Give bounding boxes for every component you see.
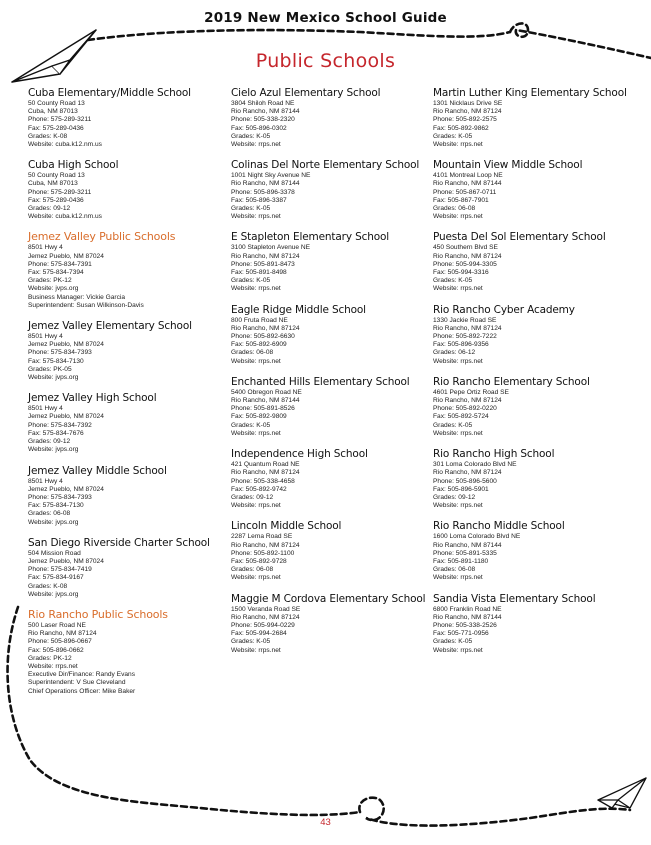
school-name: Jemez Valley Middle School — [28, 464, 167, 477]
school-detail-line: Grades: K-05 — [433, 421, 473, 429]
school-detail-line: Phone: 575-834-7391 — [28, 260, 92, 268]
school-detail-line: Phone: 505-891-8473 — [231, 260, 295, 268]
school-detail-line: Rio Rancho, NM 87124 — [433, 108, 502, 116]
school-detail-line: Rio Rancho, NM 87144 — [433, 613, 502, 621]
school-detail-line: Fax: 505-896-3387 — [231, 196, 287, 204]
school-detail-line: Website: jvps.org — [28, 590, 79, 598]
school-detail-line: Rio Rancho, NM 87144 — [231, 180, 300, 188]
school-detail-line: 5400 Obregon Road NE — [231, 388, 302, 396]
guide-title: 2019 New Mexico School Guide — [204, 10, 447, 26]
school-detail-line: Grades: 06-08 — [28, 510, 71, 518]
school-detail-line: 3100 Stapleton Avenue NE — [231, 244, 311, 252]
school-detail-line: 6800 Franklin Road NE — [433, 605, 502, 613]
school-detail-line: 421 Quantum Road NE — [231, 461, 300, 469]
school-entry — [231, 448, 427, 510]
school-detail-line: Jemez Pueblo, NM 87024 — [28, 252, 104, 260]
school-detail-line: Cuba, NM 87013 — [28, 108, 78, 116]
school-detail-line: Phone: 505-892-0220 — [433, 405, 497, 413]
school-detail-line: Rio Rancho, NM 87124 — [231, 469, 300, 477]
school-name: Eagle Ridge Middle School — [231, 303, 366, 316]
school-name: Independence High School — [231, 448, 368, 461]
page-number: 43 — [320, 817, 331, 828]
school-entry — [433, 159, 643, 221]
school-entry — [28, 159, 224, 221]
school-detail-line: 4601 Pepe Ortiz Road SE — [433, 388, 509, 396]
school-name: E Stapleton Elementary School — [231, 231, 390, 244]
school-detail-line: Website: rrps.net — [231, 429, 281, 437]
school-detail-line: Grades: K-08 — [28, 582, 68, 590]
school-detail-line: Grades: PK-12 — [28, 277, 72, 285]
school-column-3 — [433, 87, 643, 665]
school-detail-line: Phone: 505-891-5335 — [433, 549, 497, 557]
school-detail-line: Fax: 575-834-7676 — [28, 429, 84, 437]
school-name: Jemez Valley Elementary School — [28, 320, 192, 333]
school-detail-line: Fax: 575-289-0436 — [28, 196, 84, 204]
district-name: Rio Rancho Public Schools — [28, 607, 168, 621]
school-detail-line: Phone: 505-896-0667 — [28, 638, 92, 646]
school-detail-line: Rio Rancho, NM 87124 — [433, 252, 502, 260]
school-detail-line: Fax: 575-834-9167 — [28, 574, 84, 582]
school-entry — [231, 87, 427, 149]
school-detail-line: Website: rrps.net — [433, 429, 483, 437]
school-detail-line: Fax: 505-994-3316 — [433, 269, 489, 277]
school-detail-line: Executive Dir/Finance: Randy Evans — [28, 671, 136, 679]
school-entry — [433, 231, 643, 293]
school-entry — [28, 87, 224, 149]
school-detail-line: Rio Rancho, NM 87144 — [433, 541, 502, 549]
school-name: Rio Rancho Cyber Academy — [433, 303, 575, 316]
school-detail-line: Grades: 06-08 — [433, 205, 476, 213]
school-detail-line: Grades: 06-08 — [231, 566, 274, 574]
school-detail-line: Phone: 575-289-3211 — [28, 116, 92, 124]
school-detail-line: Grades: K-05 — [433, 132, 473, 140]
school-detail-line: Phone: 505-892-1100 — [231, 549, 295, 557]
school-detail-line: Phone: 505-896-5600 — [433, 477, 497, 485]
school-entry — [433, 87, 643, 149]
school-detail-line: Jemez Pueblo, NM 87024 — [28, 341, 104, 349]
school-detail-line: Phone: 505-338-4658 — [231, 477, 295, 485]
school-detail-line: 2287 Lema Road SE — [231, 533, 293, 541]
school-detail-line: 301 Loma Colorado Blvd NE — [433, 461, 517, 469]
school-detail-line: Jemez Pueblo, NM 87024 — [28, 557, 104, 565]
school-detail-line: Jemez Pueblo, NM 87024 — [28, 413, 104, 421]
school-name: Cuba High School — [28, 159, 119, 172]
school-detail-line: Website: rrps.net — [433, 502, 483, 510]
school-detail-line: 8501 Hwy 4 — [28, 477, 63, 485]
school-detail-line: Website: rrps.net — [231, 357, 281, 365]
school-detail-line: Website: rrps.net — [231, 141, 281, 149]
school-detail-line: Rio Rancho, NM 87124 — [28, 630, 97, 638]
school-detail-line: Fax: 505-994-2684 — [231, 630, 287, 638]
school-detail-line: Website: jvps.org — [28, 518, 79, 526]
school-detail-line: Website: cuba.k12.nm.us — [28, 141, 102, 149]
school-detail-line: Grades: 06-08 — [231, 349, 274, 357]
school-detail-line: 50 County Road 13 — [28, 100, 85, 107]
school-detail-line: Grades: PK-12 — [28, 654, 72, 662]
school-detail-line: Rio Rancho, NM 87124 — [231, 613, 300, 621]
school-entry — [231, 376, 427, 438]
school-detail-line: Fax: 575-834-7130 — [28, 502, 84, 510]
school-detail-line: Rio Rancho, NM 87144 — [433, 180, 502, 188]
school-detail-line: 8501 Hwy 4 — [28, 405, 63, 413]
school-detail-line: Grades: 09-12 — [231, 493, 274, 501]
school-detail-line: Rio Rancho, NM 87144 — [231, 108, 300, 116]
school-detail-line: 1600 Loma Colorado Blvd NE — [433, 533, 521, 541]
school-detail-line: Cuba, NM 87013 — [28, 180, 78, 188]
section-title: Public Schools — [255, 50, 396, 72]
school-detail-line: 3804 Shiloh Road NE — [231, 100, 295, 107]
school-detail-line: Fax: 505-867-7901 — [433, 196, 489, 204]
school-name: Rio Rancho Elementary School — [433, 375, 590, 388]
school-detail-line: Grades: K-05 — [433, 277, 473, 285]
school-detail-line: 504 Mission Road — [28, 549, 81, 557]
school-entry — [231, 520, 427, 582]
school-detail-line: Chief Operations Officer: Mike Baker — [28, 687, 136, 695]
district-entry — [28, 609, 224, 696]
school-detail-line: 450 Southern Blvd SE — [433, 244, 498, 252]
school-column-1 — [28, 87, 224, 706]
school-detail-line: Fax: 575-834-7130 — [28, 357, 84, 365]
school-entry — [231, 593, 427, 655]
school-detail-line: Website: rrps.net — [433, 213, 483, 221]
school-name: Colinas Del Norte Elementary School — [231, 159, 420, 172]
school-detail-line: Fax: 505-771-0956 — [433, 630, 489, 638]
school-name: Lincoln Middle School — [231, 520, 342, 533]
school-detail-line: Phone: 575-289-3211 — [28, 188, 92, 196]
district-entry — [28, 231, 224, 310]
school-detail-line: Phone: 575-834-7392 — [28, 421, 92, 429]
school-entry — [231, 159, 427, 221]
school-detail-line: Phone: 505-892-6630 — [231, 333, 295, 341]
school-detail-line: Fax: 575-289-0436 — [28, 124, 84, 132]
school-detail-line: 800 Fruta Road NE — [231, 316, 288, 324]
school-detail-line: Fax: 505-896-9356 — [433, 341, 489, 349]
school-detail-line: Phone: 505-892-2575 — [433, 116, 497, 124]
school-detail-line: Fax: 575-834-7394 — [28, 269, 84, 277]
school-entry — [28, 392, 224, 454]
school-detail-line: Fax: 505-896-0302 — [231, 124, 287, 132]
school-detail-line: Website: rrps.net — [231, 646, 281, 654]
school-detail-line: Phone: 575-834-7393 — [28, 349, 92, 357]
school-entry — [433, 593, 643, 655]
school-detail-line: Jemez Pueblo, NM 87024 — [28, 485, 104, 493]
school-name: Mountain View Middle School — [433, 159, 583, 172]
school-entry — [28, 320, 224, 382]
school-detail-line: Phone: 505-896-3378 — [231, 188, 295, 196]
school-detail-line: Grades: K-05 — [231, 132, 271, 140]
school-detail-line: Website: rrps.net — [433, 646, 483, 654]
school-detail-line: Phone: 505-994-3305 — [433, 260, 497, 268]
school-detail-line: Grades: PK-05 — [28, 365, 72, 373]
school-detail-line: Website: rrps.net — [433, 285, 483, 293]
school-detail-line: Grades: K-08 — [28, 132, 68, 140]
school-name: Puesta Del Sol Elementary School — [433, 231, 606, 244]
school-detail-line: 8501 Hwy 4 — [28, 333, 63, 341]
school-name: Martin Luther King Elementary School — [433, 87, 627, 99]
school-detail-line: Rio Rancho, NM 87144 — [231, 397, 300, 405]
school-detail-line: Grades: K-05 — [231, 638, 271, 646]
school-detail-line: Superintendent: V Sue Cleveland — [28, 679, 126, 687]
school-detail-line: Website: rrps.net — [231, 574, 281, 582]
school-entry — [433, 448, 643, 510]
school-detail-line: Phone: 505-338-2526 — [433, 621, 497, 629]
school-detail-line: Rio Rancho, NM 87124 — [231, 252, 300, 260]
school-detail-line: 1330 Jackie Road SE — [433, 316, 497, 324]
school-name: Rio Rancho High School — [433, 448, 555, 461]
school-detail-line: Phone: 505-338-2320 — [231, 116, 295, 124]
school-detail-line: Superintendent: Susan Wilkinson-Davis — [28, 301, 144, 309]
school-detail-line: 8501 Hwy 4 — [28, 244, 63, 252]
school-detail-line: 1500 Veranda Road SE — [231, 605, 301, 613]
school-detail-line: 1301 Nicklaus Drive SE — [433, 100, 503, 107]
school-entry — [433, 520, 643, 582]
school-detail-line: Fax: 505-891-8498 — [231, 269, 287, 277]
school-column-2 — [231, 87, 427, 665]
school-entry — [28, 537, 224, 599]
school-name: Cielo Azul Elementary School — [231, 87, 381, 99]
school-detail-line: Website: jvps.org — [28, 374, 79, 382]
school-detail-line: Grades: K-05 — [231, 205, 271, 213]
top-dashed-path — [88, 30, 510, 40]
school-detail-line: Website: cuba.k12.nm.us — [28, 213, 102, 221]
school-detail-line: Fax: 505-891-1180 — [433, 557, 489, 565]
school-detail-line: Rio Rancho, NM 87124 — [433, 469, 502, 477]
school-detail-line: 4101 Montreal Loop NE — [433, 172, 503, 180]
school-name: Maggie M Cordova Elementary School — [231, 592, 426, 605]
school-detail-line: Rio Rancho, NM 87124 — [433, 397, 502, 405]
school-detail-line: Fax: 505-896-0662 — [28, 646, 84, 654]
school-entry — [231, 304, 427, 366]
school-detail-line: Fax: 505-892-9742 — [231, 485, 287, 493]
school-detail-line: Website: rrps.net — [231, 502, 281, 510]
school-detail-line: Fax: 505-892-6909 — [231, 341, 287, 349]
school-detail-line: 50 County Road 13 — [28, 172, 85, 180]
school-detail-line: Phone: 505-867-0711 — [433, 188, 497, 196]
school-name: San Diego Riverside Charter School — [28, 536, 210, 549]
school-detail-line: Grades: K-05 — [433, 638, 473, 646]
school-detail-line: Fax: 505-896-5901 — [433, 485, 489, 493]
school-detail-line: Phone: 575-834-7419 — [28, 566, 92, 574]
school-entry — [433, 376, 643, 438]
school-detail-line: Grades: K-05 — [231, 421, 271, 429]
school-detail-line: 1001 Night Sky Avenue NE — [231, 172, 311, 180]
school-detail-line: Grades: 06-08 — [433, 566, 476, 574]
school-detail-line: Phone: 505-994-0229 — [231, 621, 295, 629]
school-detail-line: Website: jvps.org — [28, 446, 79, 454]
school-detail-line: Phone: 505-892-7222 — [433, 333, 497, 341]
school-detail-line: Fax: 505-892-9862 — [433, 124, 489, 132]
school-detail-line: Website: jvps.org — [28, 285, 79, 293]
school-detail-line: Grades: 09-12 — [433, 493, 476, 501]
school-detail-line: Grades: 09-12 — [28, 205, 71, 213]
school-entry — [28, 465, 224, 527]
school-detail-line: Grades: 09-12 — [28, 438, 71, 446]
school-detail-line: Website: rrps.net — [433, 357, 483, 365]
school-detail-line: Website: rrps.net — [231, 213, 281, 221]
school-detail-line: Website: rrps.net — [231, 285, 281, 293]
school-detail-line: Grades: 06-12 — [433, 349, 476, 357]
school-detail-line: Phone: 575-834-7393 — [28, 493, 92, 501]
school-detail-line: Fax: 505-892-9809 — [231, 413, 287, 421]
school-entry — [231, 231, 427, 293]
school-detail-line: Website: rrps.net — [28, 662, 78, 670]
district-name: Jemez Valley Public Schools — [28, 230, 176, 244]
school-name: Cuba Elementary/Middle School — [28, 87, 191, 99]
school-detail-line: Fax: 505-892-9728 — [231, 557, 287, 565]
school-detail-line: Rio Rancho, NM 87124 — [433, 324, 502, 332]
school-detail-line: 500 Laser Road NE — [28, 621, 86, 629]
school-entry — [433, 304, 643, 366]
school-detail-line: Website: rrps.net — [433, 141, 483, 149]
school-detail-line: Phone: 505-891-8526 — [231, 405, 295, 413]
school-detail-line: Website: rrps.net — [433, 574, 483, 582]
school-name: Sandia Vista Elementary School — [433, 592, 596, 605]
paper-airplane-icon-bottom — [598, 778, 646, 808]
school-name: Enchanted Hills Elementary School — [231, 375, 410, 388]
school-detail-line: Grades: K-05 — [231, 277, 271, 285]
school-detail-line: Fax: 505-892-5724 — [433, 413, 489, 421]
school-name: Rio Rancho Middle School — [433, 520, 565, 533]
school-detail-line: Rio Rancho, NM 87124 — [231, 541, 300, 549]
school-detail-line: Rio Rancho, NM 87124 — [231, 324, 300, 332]
school-detail-line: Business Manager: Vickie Garcia — [28, 293, 125, 301]
school-name: Jemez Valley High School — [28, 392, 157, 405]
